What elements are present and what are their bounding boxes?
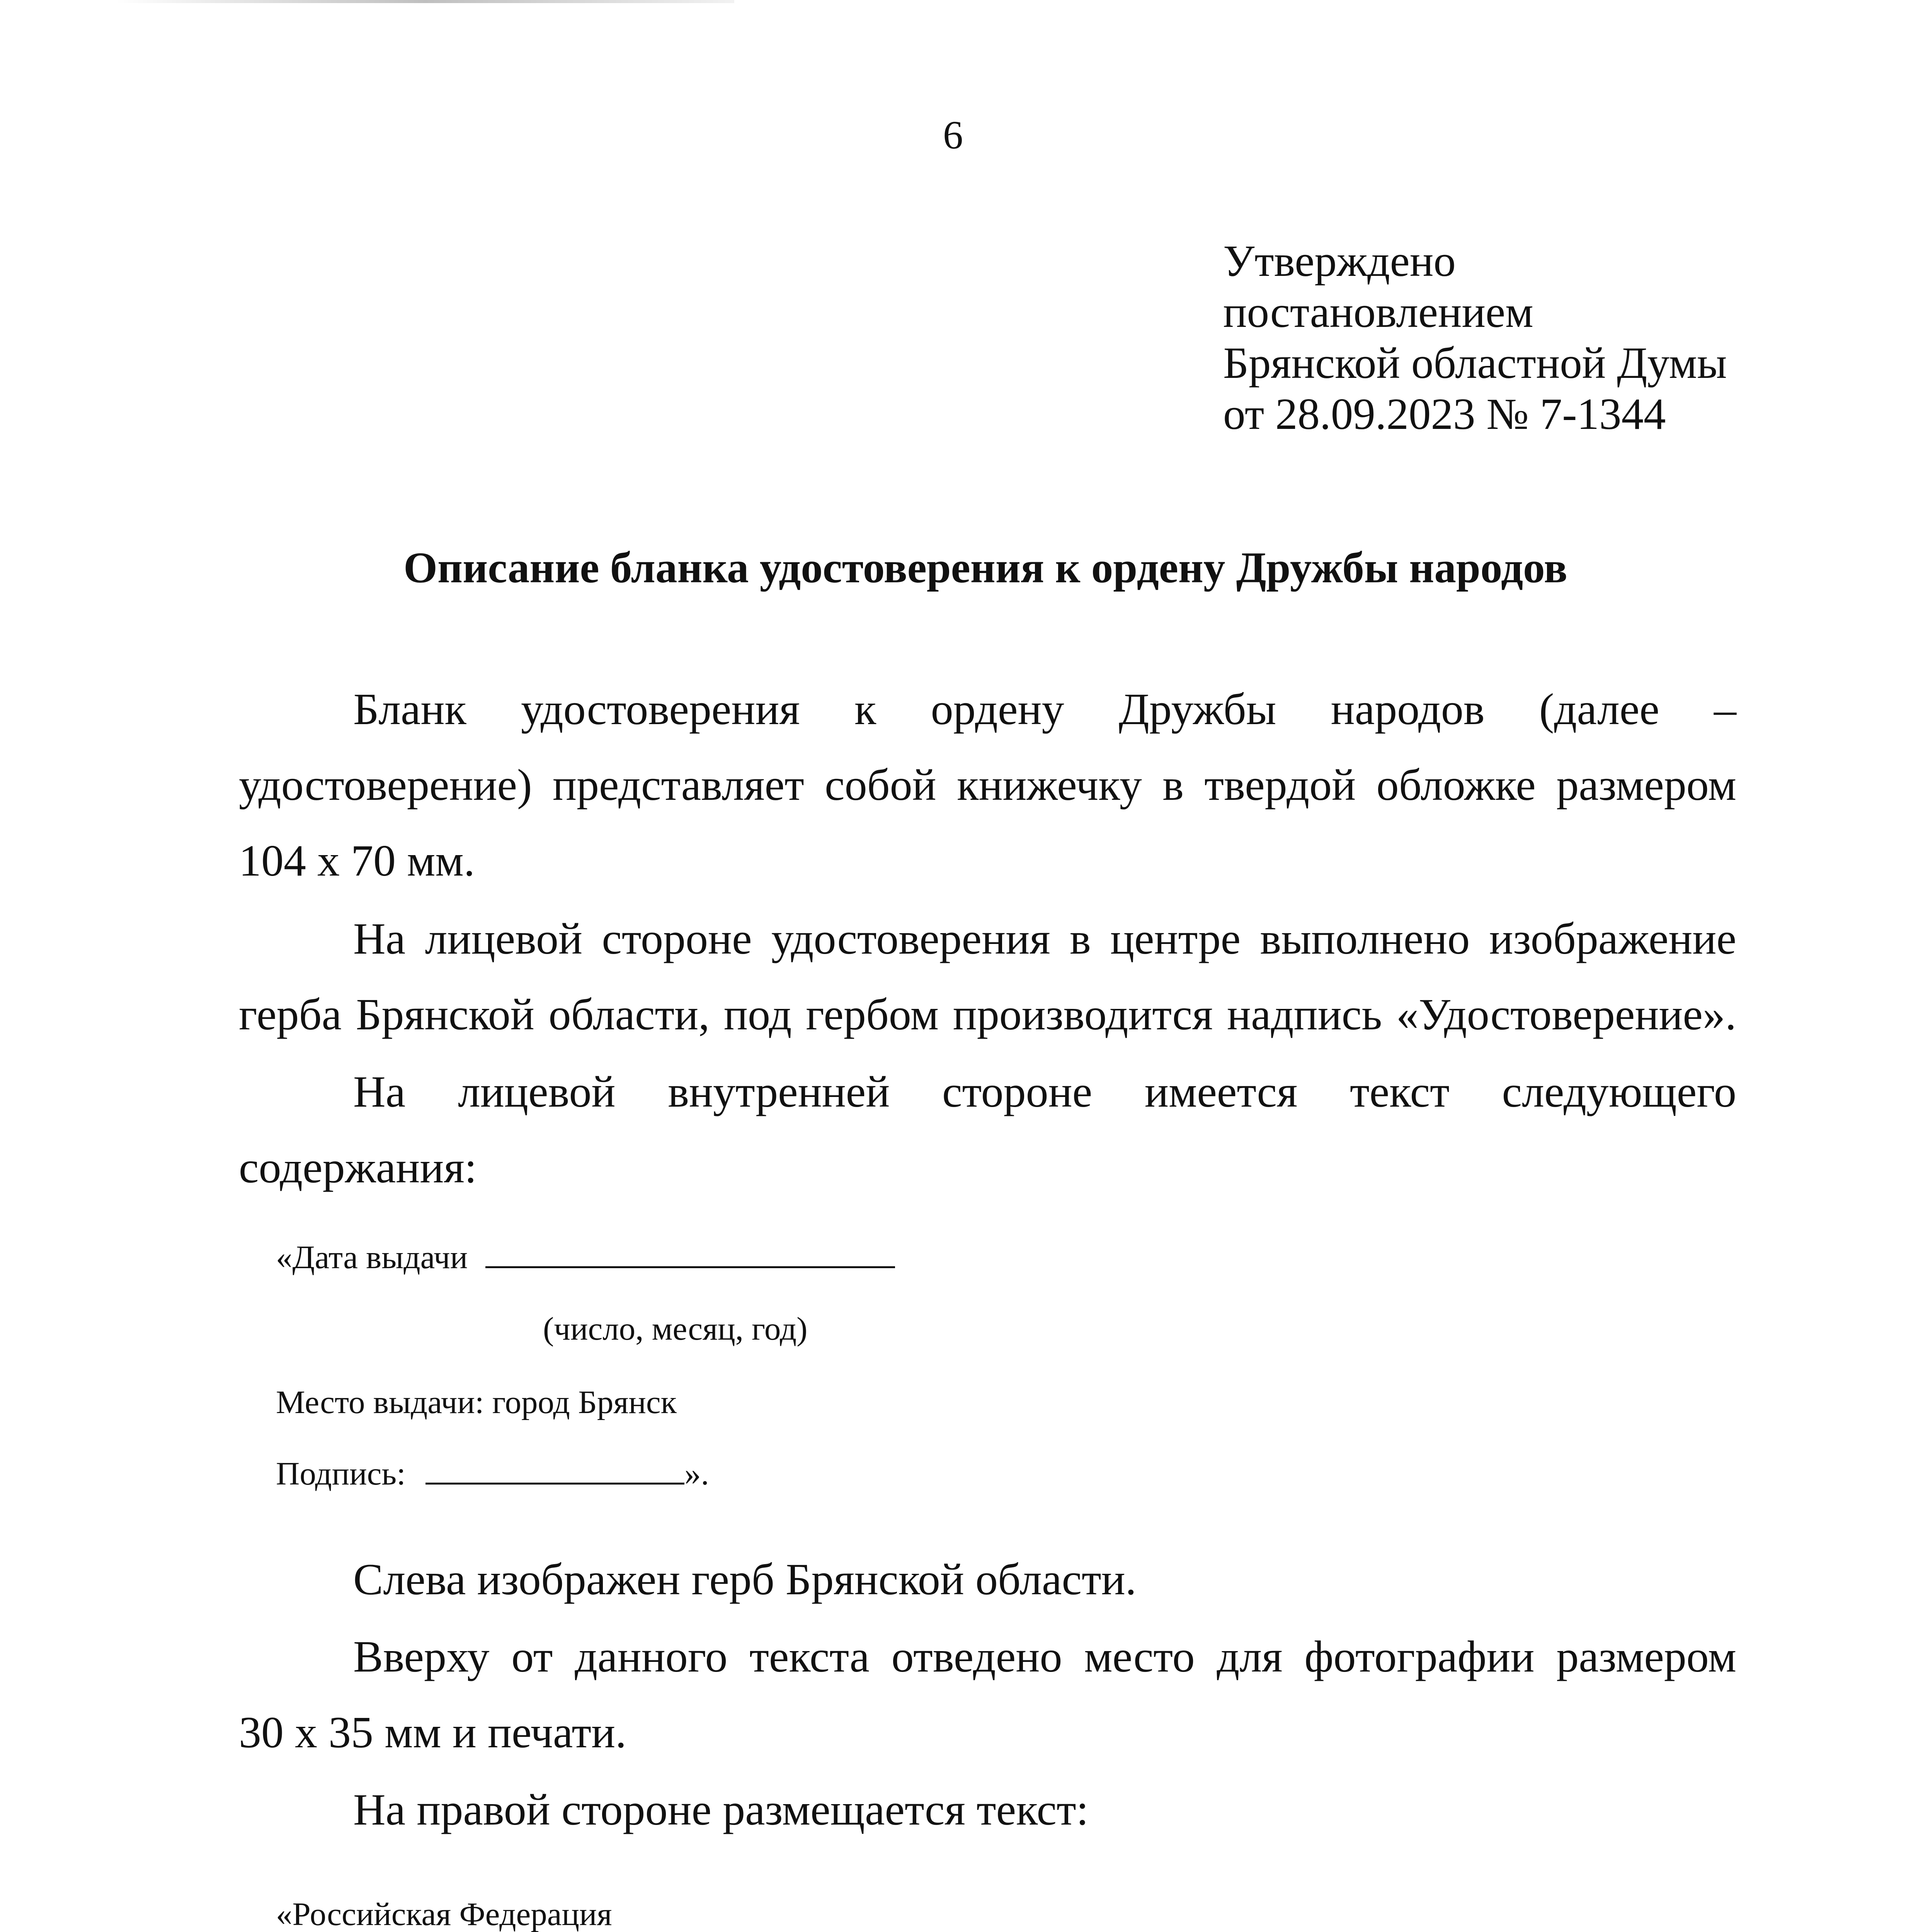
paragraph-4: Слева изображен герб Брянской области. (353, 1555, 1137, 1604)
date-label: «Дата выдачи (276, 1239, 468, 1276)
paragraph-3-line-1: На лицевой внутренней стороне имеется текст следующего (353, 1067, 1736, 1117)
signature-blank-line (425, 1459, 684, 1485)
approval-line-2: постановлением (1223, 287, 1533, 337)
paragraph-6: На правой стороне размещается текст: (353, 1785, 1089, 1835)
place-of-issue: Место выдачи: город Брянск (276, 1384, 677, 1420)
signature-label: Подпись: (276, 1456, 406, 1492)
paragraph-1-line-3: 104 х 70 мм. (239, 836, 475, 886)
paragraph-1-line-1: Бланк удостоверения к ордену Дружбы народов (далее – (353, 685, 1736, 734)
approval-line-1: Утверждено (1223, 236, 1456, 286)
paragraph-2-line-1: На лицевой стороне удостоверения в центре выполнено изображение (353, 914, 1736, 964)
paragraph-5-line-2: 30 х 35 мм и печати. (239, 1708, 627, 1757)
document-title: Описание бланка удостоверения к ордену Дружбы народов (403, 544, 1567, 592)
paragraph-1-line-2: удостоверение) представляет собой книжечку в твердой обложке размером (239, 760, 1736, 810)
signature-closing: ». (684, 1456, 709, 1492)
approval-line-4: от 28.09.2023 № 7-1344 (1223, 389, 1666, 439)
right-form-line-1: «Российская Федерация (276, 1896, 612, 1932)
date-note: (число, месяц, год) (543, 1311, 808, 1347)
paragraph-5-line-1: Вверху от данного текста отведено место для фотографии размером (353, 1632, 1736, 1682)
inner-form-signature-row (276, 1455, 709, 1493)
date-blank-line (485, 1243, 895, 1268)
page-number: 6 (943, 113, 963, 157)
paragraph-2-line-2: герба Брянской области, под гербом производится надпись «Удостоверение». (239, 990, 1736, 1039)
inner-form-date-row (276, 1238, 895, 1276)
approval-line-3: Брянской областной Думы (1223, 338, 1727, 388)
approval-block (1223, 236, 1727, 440)
paragraph-3-line-2: содержания: (239, 1143, 477, 1192)
scan-artifact (116, 0, 734, 3)
